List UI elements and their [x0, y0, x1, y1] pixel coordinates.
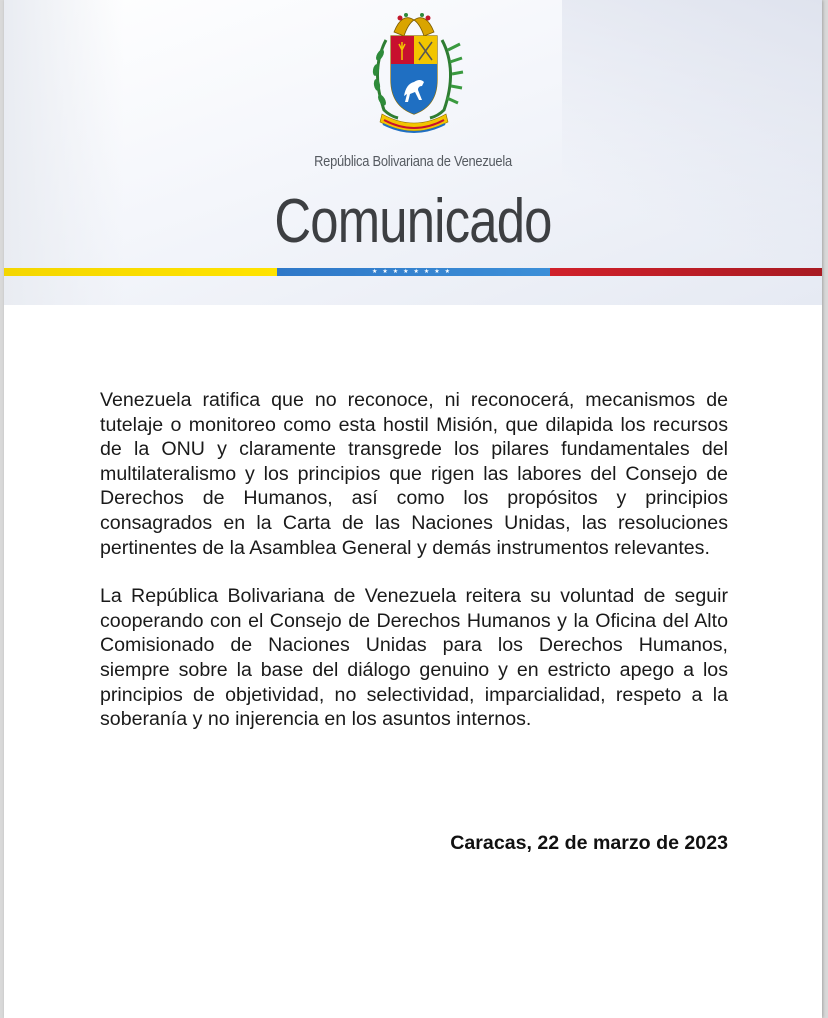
document-title: Comunicado	[274, 187, 552, 256]
country-name: República Bolivariana de Venezuela	[314, 153, 512, 170]
letterhead	[4, 0, 822, 305]
flag-stripe-yellow	[4, 268, 277, 276]
flag-stars: ★★★★★★★★	[371, 268, 456, 275]
flag-stripe-blue	[277, 268, 550, 276]
paragraph-2: La República Bolivariana de Venezuela reitera su voluntad de seguir cooperando con el Consejo de Derechos Humanos y la Oficina del Alto Comisionado de Naciones Unidas para los Derechos Humanos, siempre sobre la base del diálogo genuino y en estricto apego a los principios de objetividad, no selectividad, imparcialidad, respeto a la soberanía y no injerencia en los asuntos internos.	[100, 585, 728, 731]
communique-body	[100, 388, 728, 756]
place-and-date: Caracas, 22 de marzo de 2023	[450, 832, 728, 854]
flag-bar	[4, 268, 822, 276]
flag-stripe-red	[550, 268, 822, 276]
document-page	[4, 0, 822, 1018]
paragraph-1: Venezuela ratifica que no reconoce, ni reconocerá, mecanismos de tutelaje o monitoreo como esta hostil Misión, que dilapida los recursos de la ONU y claramente transgrede los pilares fundamentales del multilateralismo y los principios que rigen las labores del Consejo de Derechos de Humanos, así como los propósitos y principios consagrados en la Carta de las Naciones Unidas, las resoluciones pertinentes de la Asamblea General y demás instrumentos relevantes.	[100, 389, 728, 559]
coat-of-arms-icon	[364, 10, 464, 138]
